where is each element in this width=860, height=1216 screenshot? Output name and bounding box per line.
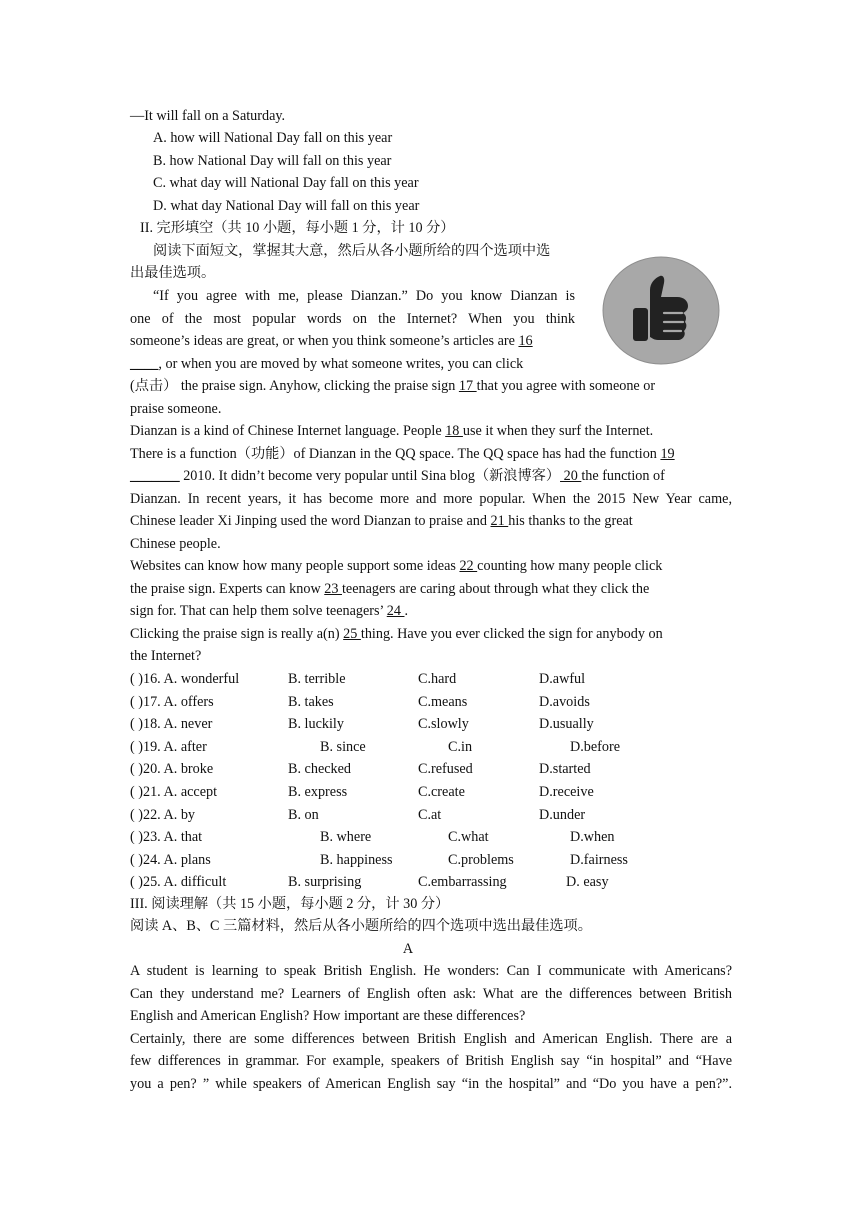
question-option-b: B. where bbox=[320, 829, 372, 846]
blank-21: 21 bbox=[490, 513, 509, 529]
question-number-option-a: ( )20. A. broke bbox=[130, 761, 214, 778]
question-option-d: D.started bbox=[539, 761, 591, 778]
paragraph-2-line-6: Chinese people. bbox=[130, 536, 221, 552]
question-option-d: D.before bbox=[570, 738, 621, 755]
question-row bbox=[130, 849, 732, 872]
paragraph-3-line-2 bbox=[130, 578, 732, 601]
blank-19: 19 bbox=[660, 446, 675, 462]
option-a: A. how will National Day fall on this year bbox=[153, 130, 393, 146]
paragraph-2-line-5 bbox=[130, 510, 732, 533]
question-number-option-a: ( )18. A. never bbox=[130, 716, 213, 733]
thumbs-up-icon bbox=[602, 256, 720, 365]
question-option-d: D.receive bbox=[539, 784, 594, 800]
question-option-d: D.when bbox=[570, 829, 615, 846]
section-2-heading: II. 完形填空（共 10 小题，每小题 1 分，计 10 分） bbox=[140, 220, 455, 236]
paragraph-4-line-1 bbox=[130, 623, 732, 646]
question-option-b: B. takes bbox=[288, 693, 334, 710]
text: Dianzan is a kind of Chinese Internet language. People bbox=[130, 423, 446, 439]
text: Websites can know how many people support some ideas bbox=[130, 558, 460, 574]
text: Clicking the praise sign is really a(n) bbox=[130, 626, 344, 642]
question-option-c: C.slowly bbox=[418, 716, 469, 733]
paragraph-3-line-3 bbox=[130, 600, 732, 623]
text: Chinese leader Xi Jinping used the word Dianzan to praise and bbox=[130, 513, 491, 529]
paragraph-4-line-2: the Internet? bbox=[130, 648, 202, 664]
paragraph-1-line-4 bbox=[130, 353, 580, 376]
question-option-d: D. easy bbox=[566, 874, 609, 891]
question-option-b: B. terrible bbox=[288, 671, 346, 687]
text: that you agree with someone or bbox=[476, 378, 656, 394]
text: 2010. It didn’t become very popular until Sina blog（新浪博客） bbox=[179, 468, 561, 484]
paragraph-1-line-2: one of the most popular words on the Internet? When you think bbox=[130, 311, 575, 327]
paragraph-1-line-5 bbox=[130, 375, 732, 398]
question-row bbox=[130, 713, 732, 736]
blank-23: 23 bbox=[324, 581, 342, 597]
question-number-option-a: ( )22. A. by bbox=[130, 806, 196, 823]
paragraph-2-line-1 bbox=[130, 420, 732, 443]
question-option-b: B. on bbox=[288, 806, 319, 823]
question-number-option-a: ( )16. A. wonderful bbox=[130, 671, 240, 687]
text: sign for. That can help them solve teenagers’ bbox=[130, 603, 387, 619]
paragraph-1-line-3 bbox=[130, 330, 575, 353]
text: There is a function（功能）of Dianzan in the QQ space. The QQ space has had the function bbox=[130, 446, 661, 462]
question-option-c: C.refused bbox=[418, 761, 473, 778]
blank-22: 22 bbox=[459, 558, 478, 574]
passage-a-line-4: Certainly, there are some differences between British English and American English. There are a bbox=[130, 1031, 732, 1047]
paragraph-2-line-2 bbox=[130, 443, 732, 466]
question-option-b: B. checked bbox=[288, 761, 352, 778]
question-row bbox=[130, 871, 732, 894]
text: , or when you are moved by what someone writes, you can click bbox=[158, 356, 524, 372]
question-row bbox=[130, 781, 732, 804]
question-option-b: B. luckily bbox=[288, 716, 344, 733]
paragraph-1-line-1: “If you agree with me, please Dianzan.” Do you know Dianzan is bbox=[153, 288, 575, 304]
section-2-instruction-cont: 出最佳选项。 bbox=[130, 265, 216, 281]
passage-a-label: A bbox=[402, 941, 414, 957]
blank-18: 18 bbox=[445, 423, 463, 439]
question-option-c: C.means bbox=[418, 693, 468, 710]
question-row bbox=[130, 668, 732, 691]
text: (点击） the praise sign. Anyhow, clicking the praise sign bbox=[130, 378, 459, 394]
passage-a-line-3: English and American English? How important are these differences? bbox=[130, 1008, 526, 1024]
question-option-c: C.hard bbox=[418, 671, 457, 687]
text: counting how many people click bbox=[477, 558, 663, 574]
blank-25: 25 bbox=[343, 626, 361, 642]
question-number-option-a: ( )17. A. offers bbox=[130, 693, 214, 710]
question-option-d: D.awful bbox=[539, 671, 586, 687]
option-c: C. what day will National Day fall on this year bbox=[153, 175, 419, 191]
section-2-instruction: 阅读下面短文，掌握其大意，然后从各小题所给的四个选项中选 bbox=[153, 243, 551, 259]
blank-16-cont: ____ bbox=[130, 356, 159, 372]
blank-16: 16 bbox=[518, 333, 533, 349]
question-row bbox=[130, 826, 732, 849]
paragraph-2-line-3 bbox=[130, 465, 732, 488]
question-option-c: C.create bbox=[418, 784, 465, 800]
option-d: D. what day National Day will fall on this year bbox=[153, 198, 420, 214]
question-option-c: C.what bbox=[448, 829, 489, 846]
option-b: B. how National Day will fall on this year bbox=[153, 153, 392, 169]
question-number-option-a: ( )24. A. plans bbox=[130, 851, 211, 868]
question-option-d: D.under bbox=[539, 806, 586, 823]
paragraph-2-line-4: Dianzan. In recent years, it has become more and more popular. When the 2015 New Year came, bbox=[130, 491, 732, 507]
paragraph-3-line-1 bbox=[130, 555, 732, 578]
paragraph-1-line-6: praise someone. bbox=[130, 401, 222, 417]
question-option-b: B. surprising bbox=[288, 874, 362, 891]
text: his thanks to the great bbox=[508, 513, 633, 529]
answer-line: —It will fall on a Saturday. bbox=[130, 108, 286, 124]
passage-a-line-2: Can they understand me? Learners of English often ask: What are the differences between British bbox=[130, 986, 732, 1002]
text: the function of bbox=[581, 468, 665, 484]
question-row bbox=[130, 691, 732, 714]
question-option-c: C.at bbox=[418, 806, 442, 823]
question-option-b: B. express bbox=[288, 784, 348, 800]
question-option-c: C.in bbox=[448, 738, 473, 755]
text: use it when they surf the Internet. bbox=[462, 423, 654, 439]
blank-24: 24 bbox=[386, 603, 405, 619]
question-option-c: C.problems bbox=[448, 851, 514, 868]
blank-20: 20 bbox=[560, 468, 582, 484]
text: the praise sign. Experts can know bbox=[130, 581, 325, 597]
passage-a-line-1: A student is learning to speak British English. He wonders: Can I communicate with Americans? bbox=[130, 963, 732, 979]
text: teenagers are caring about through what they click the bbox=[341, 581, 650, 597]
question-option-d: D.avoids bbox=[539, 693, 590, 710]
passage-a-line-5: few differences in grammar. For example, speakers of British English say “in hospital” and “Have bbox=[130, 1053, 732, 1069]
blank-19-cont: _______ bbox=[130, 468, 180, 484]
question-option-d: D.usually bbox=[539, 716, 594, 733]
question-option-b: B. happiness bbox=[320, 851, 393, 868]
question-option-c: C.embarrassing bbox=[418, 874, 507, 891]
question-number-option-a: ( )25. A. difficult bbox=[130, 874, 227, 891]
question-row bbox=[130, 758, 732, 781]
text: someone’s ideas are great, or when you think someone’s articles are bbox=[130, 333, 519, 349]
text: . bbox=[404, 603, 409, 619]
question-row bbox=[130, 804, 732, 827]
question-number-option-a: ( )19. A. after bbox=[130, 738, 207, 755]
question-number-option-a: ( )21. A. accept bbox=[130, 784, 218, 800]
section-3-heading: III. 阅读理解（共 15 小题，每小题 2 分，计 30 分） bbox=[130, 896, 450, 912]
question-number-option-a: ( )23. A. that bbox=[130, 829, 203, 846]
blank-17: 17 bbox=[458, 378, 477, 394]
passage-a-line-6: you a pen? ” while speakers of American English say “in the hospital” and “Do you have a pen?”. bbox=[130, 1076, 732, 1092]
section-3-instruction: 阅读 A、B、C 三篇材料，然后从各小题所给的四个选项中选出最佳选项。 bbox=[130, 918, 592, 934]
question-option-d: D.fairness bbox=[570, 851, 628, 868]
question-row bbox=[130, 736, 732, 759]
text: thing. Have you ever clicked the sign for anybody on bbox=[360, 626, 663, 642]
question-option-b: B. since bbox=[320, 738, 366, 755]
